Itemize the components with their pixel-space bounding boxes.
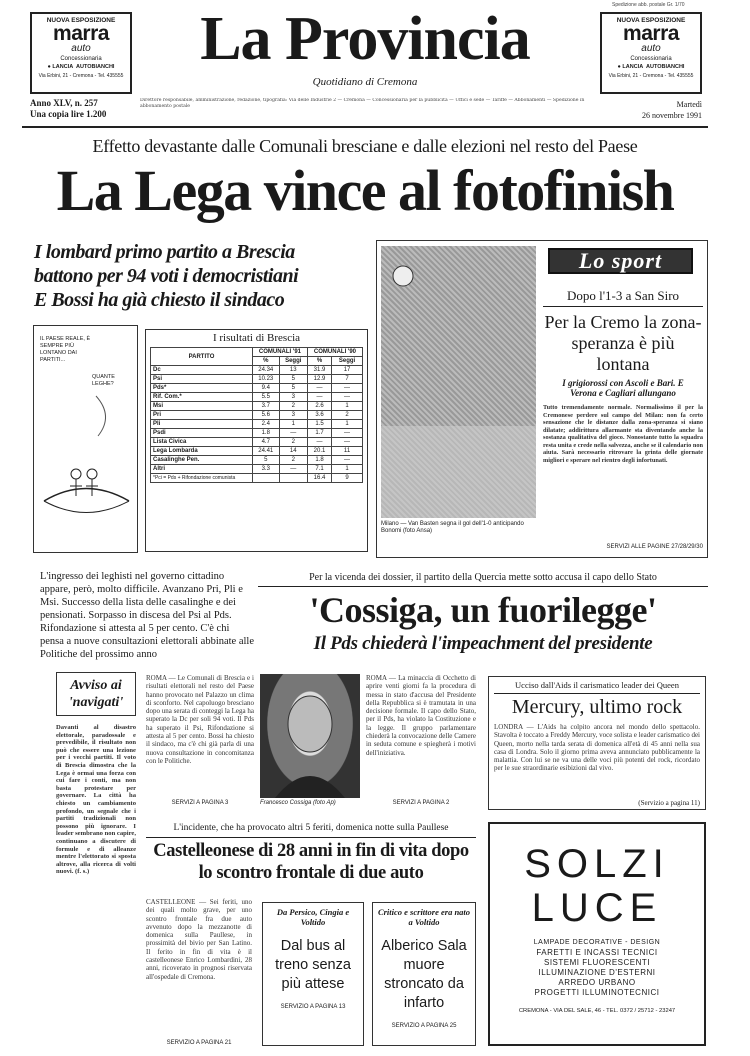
solzi-address: CREMONA - VIA DEL SALE, 46 - TEL. 0372 / 25712 - 23247 (518, 1008, 676, 1014)
value-cell: 20.1 (307, 447, 331, 456)
value-cell: 16.4 (307, 474, 331, 483)
value-cell: 2 (332, 411, 363, 420)
solzi-line: FARETTI E INCASSI TECNICI (536, 948, 658, 957)
ad-makes (602, 64, 700, 70)
cartoon (33, 325, 138, 553)
ad-top-note: Spedizione abb. postale Gr. 1/70 (612, 2, 685, 8)
party-cell: Pli (151, 420, 253, 429)
navigati-title-box (56, 672, 136, 716)
value-cell: 3.3 (252, 465, 279, 474)
soccer-ball-icon (381, 246, 536, 518)
table-row (151, 393, 363, 402)
value-cell: — (307, 438, 331, 447)
cossiga-rule (258, 586, 708, 587)
sport-rule (543, 306, 703, 307)
ad-address: Via Erbini, 21 - Cremona - Tel. 435555 (38, 73, 124, 79)
subhead-line-1: battono per 94 voti i democristiani (34, 265, 299, 287)
value-cell: 11 (332, 447, 363, 456)
value-cell: 5.5 (252, 393, 279, 402)
masthead-subtitle: Quotidiano di Cremona (312, 76, 418, 88)
ad-solzi-luce[interactable] (488, 822, 706, 1046)
accident-headline[interactable]: Castelleonese di 28 anni in fin di vita dopo lo scontro frontale di due auto (153, 841, 469, 883)
results-box (145, 329, 368, 552)
sport-photo-caption: Milano — Van Basten segna il gol dell'1-0 anticipando Bonomi (foto Ansa) (381, 521, 524, 534)
alberico-headline[interactable]: Alberico Sala muore stroncato da infarto (381, 938, 467, 1011)
navigati-title[interactable]: Avviso ai 'navigati' (68, 678, 124, 710)
cossiga-kicker: Per la vicenda dei dossier, il partito della Quercia mette sotto accusa il capo dello Stato (309, 572, 657, 583)
issue-price: Una copia lire 1.200 (30, 109, 107, 119)
solzi-line: LAMPADE DECORATIVE - DESIGN (533, 939, 661, 946)
mercury-ref[interactable]: (Servizio a pagina 11) (638, 799, 700, 807)
value-cell: — (332, 438, 363, 447)
mercury-kicker: Ucciso dall'Aids il carismatico leader dei Queen (515, 680, 679, 690)
value-cell: 4.7 (252, 438, 279, 447)
mercury-rule (494, 693, 700, 694)
value-cell: 14 (279, 447, 307, 456)
party-cell: Rif. Com.* (151, 393, 253, 402)
navigati-body: Davanti al disastro elettorale, paradossale e prevedibile, il risultato non può che essere una lezione per i vecchi partiti. Il voto di Brescia dimostra che la Lega è ormai una forza con cui fare i conti, ma non basta protestare per governare. La città ha chiesto un cambiamento profondo, un segnale che i partiti tradizionali non possono più ignorare. I leader sembrano non capire, continuano a discutere di formule e di alleanze mentre l'elettorato si sposta altrove, alla ricerca di volti nuovi. (f. s.) (56, 724, 136, 876)
table-row (151, 411, 363, 420)
col-seats: Seggi (279, 357, 307, 366)
alberico-ref[interactable]: SERVIZIO A PAGINA 25 (391, 1023, 457, 1029)
sport-body: Tutto tremendamente normale. Normalissimo il per la Cremonese perdere sul campo del Milan: non fa certo sensazione che le distanze dalla zona-speranza si siano dilatate; addirittura allarmante sta diventando anche la sostanza qualitativa del gioco. Nonostante tutto la squadra resta unita e crede nella salvezza, anche se il calendario non aiuta. Sarà necessario ritrovare la grinta delle giornate migliori e sperare nel rientro degli infortunati. (543, 404, 703, 464)
ad-marra-right[interactable] (600, 12, 702, 94)
value-cell: 1.7 (307, 429, 331, 438)
value-cell: 2 (279, 456, 307, 465)
sport-photo (381, 246, 536, 518)
ad-dealer: Concessionaria (60, 56, 102, 62)
party-cell: Lega Lombarda (151, 447, 253, 456)
sport-subhead: I grigiorossi con Ascoli e Bari. E Verona e Cagliari allungano (562, 378, 684, 398)
value-cell: 24.41 (252, 447, 279, 456)
table-row (151, 420, 363, 429)
table-row (151, 375, 363, 384)
party-cell: Msi (151, 402, 253, 411)
solzi-line: ARREDO URBANO (558, 978, 636, 987)
value-cell: 5 (252, 456, 279, 465)
value-cell: 1.8 (307, 456, 331, 465)
subhead-line-0: I lombard primo partito a Brescia (34, 241, 295, 263)
accident-body: CASTELLEONE — Sei feriti, uno dei quali molto grave, per uno scontro frontale fra due auto avvenuto dopo la mezzanotte di domenica sulla Paullese, in prossimità del bivio per San Latino. Il ferito in fin di vita è il castelleonese Enrico Lombardini, 28 anni, ricoverato in prognosi riservata all'ospedale di Cremona. (146, 898, 252, 981)
table-row (151, 474, 363, 483)
table-row (151, 456, 363, 465)
value-cell: 1 (332, 420, 363, 429)
cartoon-drawing-icon (34, 326, 139, 554)
value-cell: — (332, 429, 363, 438)
table-row (151, 465, 363, 474)
value-cell: 3 (279, 411, 307, 420)
make-0: LANCIA (52, 64, 73, 70)
mercury-body: LONDRA — L'Aids ha colpito ancora nel mondo dello spettacolo. Stavolta è toccato a Freddy Mercury, voce solista e leader carismatico dei Queen, morto nella tarda serata di domenica all'età di 45 anni nella sua casa di Londra. Solo il giorno prima aveva annunciato pubblicamente la malattia. Con lui se ne va una delle voci più potenti del rock, ricordato per le sue straordinarie esibizioni dal vivo. (494, 723, 700, 773)
cartoon-caption: IL PAESE REALE, È SEMPRE PIÙ LONTANO DAI PARTITI... (40, 336, 91, 363)
table-row (151, 438, 363, 447)
portrait-icon (260, 674, 360, 798)
issue-weekday: Martedì (676, 100, 702, 109)
cossiga-ref[interactable]: SERVIZI A PAGINA 2 (392, 800, 450, 806)
ad-marra-left[interactable] (30, 12, 132, 94)
masthead-title[interactable]: La Provincia (200, 5, 530, 73)
sport-label[interactable] (548, 248, 693, 274)
value-cell: 13 (279, 366, 307, 375)
ad-brand: marra (53, 22, 109, 45)
header-rule (22, 126, 708, 128)
table-row (151, 366, 363, 375)
cossiga-headline[interactable]: 'Cossiga, un fuorilegge' (309, 590, 657, 630)
make-0: LANCIA (622, 64, 643, 70)
value-cell: 1 (332, 402, 363, 411)
ad-sub: auto (641, 43, 661, 54)
mercury-headline[interactable]: Mercury, ultimo rock (511, 696, 683, 718)
alberico-box (372, 902, 476, 1046)
ad-line1: NUOVA ESPOSIZIONE (616, 17, 686, 24)
value-cell: 10.23 (252, 375, 279, 384)
table-row (151, 429, 363, 438)
make-1: AUTOBIANCHI (646, 64, 685, 70)
bus-headline[interactable]: Dal bus al treno senza più attese (275, 938, 351, 992)
col-seats: Seggi (332, 357, 363, 366)
value-cell: 31.9 (307, 366, 331, 375)
value-cell: — (307, 384, 331, 393)
value-cell: 1 (332, 465, 363, 474)
value-cell: — (332, 393, 363, 402)
party-cell: Pds* (151, 384, 253, 393)
value-cell: 3.7 (252, 402, 279, 411)
cossiga-subhead: Il Pds chiederà l'impeachment del presidente (313, 633, 653, 654)
value-cell: — (332, 384, 363, 393)
imprint: Direttore responsabile, amministrazione, redazione, tipografia: Via delle Industrie 2 — Cremona — Concessionaria per la pubblicità — Uffici e sede — Tariffe — Abbonamenti — Spedizione in abbonamento postale (140, 98, 585, 109)
ad-line1: NUOVA ESPOSIZIONE (46, 17, 116, 24)
cossiga-body: ROMA — La minaccia di Occhetto di aprire venti giorni fa la procedura di messa in stato d'accusa del Presidente della Repubblica si è tramutata in una decisione formale. Il capo dello Stato, per il Pds, ha violato la Costituzione e la legge. Il gruppo parlamentare chiederà la convocazione delle Camere in seduta comune e spiegherà i motivi dell'iniziativa. (366, 674, 476, 757)
accident-rule (146, 837, 476, 838)
party-cell: Psdi (151, 429, 253, 438)
col-c90: COMUNALI '90 (307, 348, 362, 357)
results-table (150, 347, 363, 483)
ad-dealer: Concessionaria (630, 56, 672, 62)
value-cell (279, 474, 307, 483)
party-cell: Psi (151, 375, 253, 384)
table-row (151, 384, 363, 393)
solzi-line: PROGETTI ILLUMINOTECNICI (534, 988, 660, 997)
ad-brand: marra (623, 22, 679, 45)
solzi-lines (490, 938, 704, 998)
party-cell: Altri (151, 465, 253, 474)
issue-date: 26 novembre 1991 (642, 111, 702, 120)
col-pct: % (307, 357, 331, 366)
lancia-logo-icon: ● (47, 64, 51, 70)
accident-kicker: L'incidente, che ha provocato altri 5 feriti, domenica notte sulla Paullese (173, 823, 449, 833)
col-pct: % (252, 357, 279, 366)
lead-subhead (34, 240, 379, 312)
value-cell: 7 (332, 375, 363, 384)
value-cell: 7.1 (307, 465, 331, 474)
bus-ref[interactable]: SERVIZIO A PAGINA 13 (280, 1004, 346, 1010)
make-1: AUTOBIANCHI (76, 64, 115, 70)
col-party: PARTITO (151, 348, 253, 366)
party-cell: Dc (151, 366, 253, 375)
value-cell: 3.6 (307, 411, 331, 420)
lancia-logo-icon: ● (617, 64, 621, 70)
party-cell: *Pci = Pds + Rifondazione comunista (151, 474, 253, 483)
accident-ref[interactable]: SERVIZIO A PAGINA 21 (166, 1040, 232, 1046)
value-cell: 9 (332, 474, 363, 483)
party-cell: Pri (151, 411, 253, 420)
results-title: I risultati di Brescia (212, 332, 301, 344)
cossiga-photo (260, 674, 360, 798)
value-cell: — (332, 456, 363, 465)
value-cell: 2 (279, 438, 307, 447)
brescia-ref[interactable]: SERVIZI A PAGINA 3 (171, 800, 229, 806)
cossiga-photo-caption: Francesco Cossiga (foto Ap) (260, 800, 336, 806)
solzi-logo-1: LUCE (531, 886, 663, 930)
results-body (151, 366, 363, 483)
alberico-kicker: Critico e scrittore era nato a Voltido (377, 907, 471, 927)
value-cell (252, 474, 279, 483)
value-cell: 2.4 (252, 420, 279, 429)
value-cell: 24.34 (252, 366, 279, 375)
col-c91: COMUNALI '91 (252, 348, 307, 357)
value-cell: 1.5 (307, 420, 331, 429)
sport-kicker: Dopo l'1-3 a San Siro (566, 288, 680, 303)
value-cell: 9.4 (252, 384, 279, 393)
ad-sub: auto (71, 43, 91, 54)
lead-kicker: Effetto devastante dalle Comunali bresciane e dalle elezioni nel resto del Paese (92, 136, 638, 156)
sport-label-text: Lo sport (578, 248, 663, 273)
value-cell: 5 (279, 384, 307, 393)
value-cell: 12.9 (307, 375, 331, 384)
cartoon-bubble: QUANTE LEGHE? (92, 374, 115, 387)
lega-body: L'ingresso dei leghisti nel governo cittadino appare, però, molto difficile. Avanzano Pri, Pli e Msi. Successo della lista delle casalinghe e dei pensionati. Sorpasso in discesa del Psi al Pds. Rifondazione si attesta al 5 per cento. C'è chi pensa a nuove consultazioni elettorali abbinate alle Politiche del prossimo anno (40, 571, 254, 660)
value-cell: 3 (279, 393, 307, 402)
table-row (151, 402, 363, 411)
solzi-line: SISTEMI FLUORESCENTI (543, 958, 650, 967)
subhead-line-2: E Bossi ha già chiesto il sindaco (34, 289, 285, 311)
value-cell: 1.8 (252, 429, 279, 438)
value-cell: — (307, 393, 331, 402)
value-cell: 5 (279, 375, 307, 384)
brescia-body: ROMA — Le Comunali di Brescia e i risultati elettorali nel resto del Paese hanno provocato nel Palazzo un clima di sconforto. Nel capoluogo bresciano dopo una serata di conteggi la Lega ha superato la Dc per soli 94 voti. Il Pds ha superato il Psi, Rifondazione si attesta al 5 per cento. Bossi ha chiesto il sindaco, ma c'è chi già parla di una nuova consultazione in concomitanza con le Politiche. (146, 674, 254, 765)
value-cell: 2.6 (307, 402, 331, 411)
issue-year: Anno XLV, n. 257 (30, 98, 98, 108)
ad-makes (32, 64, 130, 70)
value-cell: 17 (332, 366, 363, 375)
value-cell: 2 (279, 402, 307, 411)
solzi-logo-0: SOLZI (524, 842, 670, 886)
value-cell: 5.6 (252, 411, 279, 420)
value-cell: — (279, 429, 307, 438)
solzi-line: ILLUMINAZIONE D'ESTERNI (538, 968, 656, 977)
sport-ref[interactable]: SERVIZI ALLE PAGINE 27/28/29/30 (606, 544, 703, 550)
ad-address: Via Erbini, 21 - Cremona - Tel. 435555 (608, 73, 694, 79)
table-row (151, 447, 363, 456)
value-cell: — (279, 465, 307, 474)
bus-box (262, 902, 364, 1046)
lead-headline[interactable]: La Lega vince al fotofinish (56, 158, 674, 223)
party-cell: Casalinghe Pen. (151, 456, 253, 465)
value-cell: 1 (279, 420, 307, 429)
sport-headline[interactable]: Per la Cremo la zona-speranza è più lontana (544, 312, 702, 374)
bus-kicker: Da Persico, Cingia e Voltido (276, 907, 350, 927)
party-cell: Lista Civica (151, 438, 253, 447)
